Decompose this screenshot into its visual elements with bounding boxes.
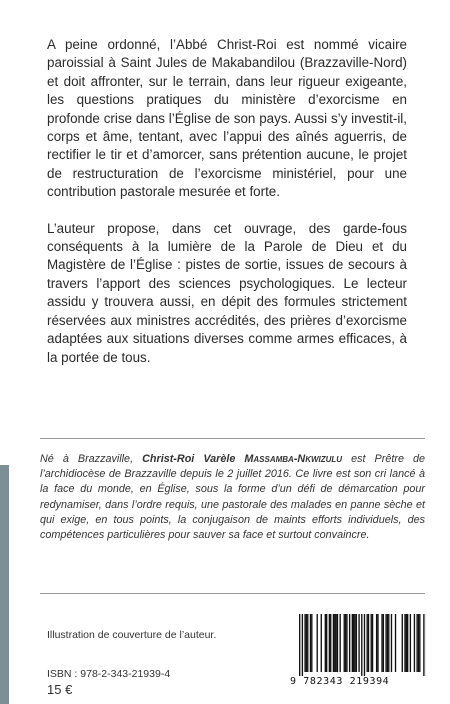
barcode-bar	[371, 614, 372, 672]
barcode-bar	[335, 614, 336, 672]
barcode-bar	[344, 614, 345, 672]
barcode-bar	[372, 614, 373, 672]
barcode-bar	[310, 614, 311, 672]
isbn-text: ISBN : 978-2-343-21939-4	[47, 668, 171, 680]
barcode-bar	[423, 614, 424, 676]
barcode-bar	[376, 614, 377, 672]
barcode-bar	[410, 614, 411, 672]
barcode-bar	[395, 614, 396, 672]
barcode	[290, 614, 426, 688]
barcode-bar	[334, 614, 335, 672]
barcode-bar	[419, 614, 420, 672]
barcode-bar	[381, 614, 382, 672]
bio-text: est Prêtre de l’archidiocèse de Brazzaville depuis le 2 juillet 2016. Ce livre est son cri lancé à la face du monde, en Église, sous la forme d’un défi de démarcation pour redynamiser, dans l’ordre requis, une pastorale des malades en panne sèche et qui exige, en tous points, la conjugaison de maints efforts individuels, des compétences particulières pour sauver sa face et surtout convaincre.	[40, 453, 425, 542]
barcode-bar	[304, 614, 305, 672]
price-text: 15 €	[47, 682, 73, 697]
barcode-bar	[385, 614, 386, 672]
barcode-bar	[333, 614, 334, 672]
author-bio	[40, 452, 425, 543]
barcode-bar	[299, 614, 300, 676]
barcode-bar	[317, 614, 318, 672]
barcode-bar	[321, 614, 322, 672]
barcode-bar	[307, 614, 308, 672]
barcode-bar	[311, 614, 312, 672]
bio-prefix: Né à Brazzaville,	[40, 453, 143, 465]
barcode-bar	[349, 614, 350, 672]
barcode-bar	[330, 614, 331, 672]
barcode-bar	[352, 614, 353, 672]
cover-side-bar	[0, 465, 9, 704]
barcode-bar	[340, 614, 341, 672]
divider-bottom	[40, 593, 425, 594]
barcode-bar	[306, 614, 307, 672]
barcode-bar	[325, 614, 326, 672]
barcode-bar	[418, 614, 419, 672]
barcode-bar	[358, 614, 359, 672]
barcode-bar	[356, 614, 357, 672]
author-first-name: Christ-Roi Varèle	[142, 453, 245, 465]
barcode-bar	[388, 614, 389, 672]
barcode-bar	[404, 614, 405, 672]
barcode-bar	[337, 614, 338, 672]
barcode-bar	[383, 614, 384, 672]
barcode-bar	[407, 614, 408, 672]
barcode-bar	[414, 614, 415, 672]
barcode-digits: 9 782343 219394	[290, 676, 390, 687]
back-cover-blurb	[47, 36, 407, 385]
barcode-bar	[387, 614, 388, 672]
cover-credit: Illustration de couverture de l’auteur.	[47, 629, 217, 641]
blurb-paragraph-2: L’auteur propose, dans cet ouvrage, des garde-fous conséquents à la lumière de la Parole de Dieu et du Magistère de l’Église : pistes de sortie, issues de secours à travers l’apport des sciences psychologiques. Le lecteur assidu y trouvera aussi, en dépit des formules strictement réservées aux ministres accrédités, des prières d’exorcisme adaptées aux situations diverses comme armes efficaces, à la portée de tous.	[47, 220, 407, 365]
barcode-bar	[329, 614, 330, 672]
author-last-name: Massamba-Nkwizulu	[244, 453, 343, 465]
barcode-bar	[406, 614, 407, 672]
barcode-bar	[346, 614, 347, 672]
barcode-bar	[367, 614, 368, 672]
blurb-paragraph-1: A peine ordonné, l’Abbé Christ-Roi est nommé vicaire paroissial à Saint Jules de Makabandilou (Brazzaville-Nord) et doit affronter, sur le terrain, dans leur rigueur exigeante, les questions pratiques du ministère d’exorcisme en profonde crise dans l’Église de son pays. Aussi s’y investit-il, corps et âme, tentant, avec l’appui des aînés aguerris, de rectifier le tir et d’amorcer, sans prétention aucune, le projet de restructuration de l’exorcisme ministériel, pour une contribution pastorale mesurée et forte.	[47, 37, 407, 200]
barcode-bar	[364, 614, 365, 676]
barcode-bar	[402, 614, 403, 672]
barcode-bar	[354, 614, 355, 672]
barcode-bars	[290, 614, 426, 676]
barcode-bar	[361, 614, 362, 676]
barcode-bar	[302, 614, 303, 676]
barcode-bar	[391, 614, 392, 672]
barcode-bar	[353, 614, 354, 672]
divider-top	[40, 438, 425, 439]
barcode-bar	[368, 614, 369, 672]
barcode-bar	[326, 614, 327, 672]
barcode-bar	[377, 614, 378, 672]
barcode-bar	[416, 614, 417, 672]
barcode-bar	[345, 614, 346, 672]
